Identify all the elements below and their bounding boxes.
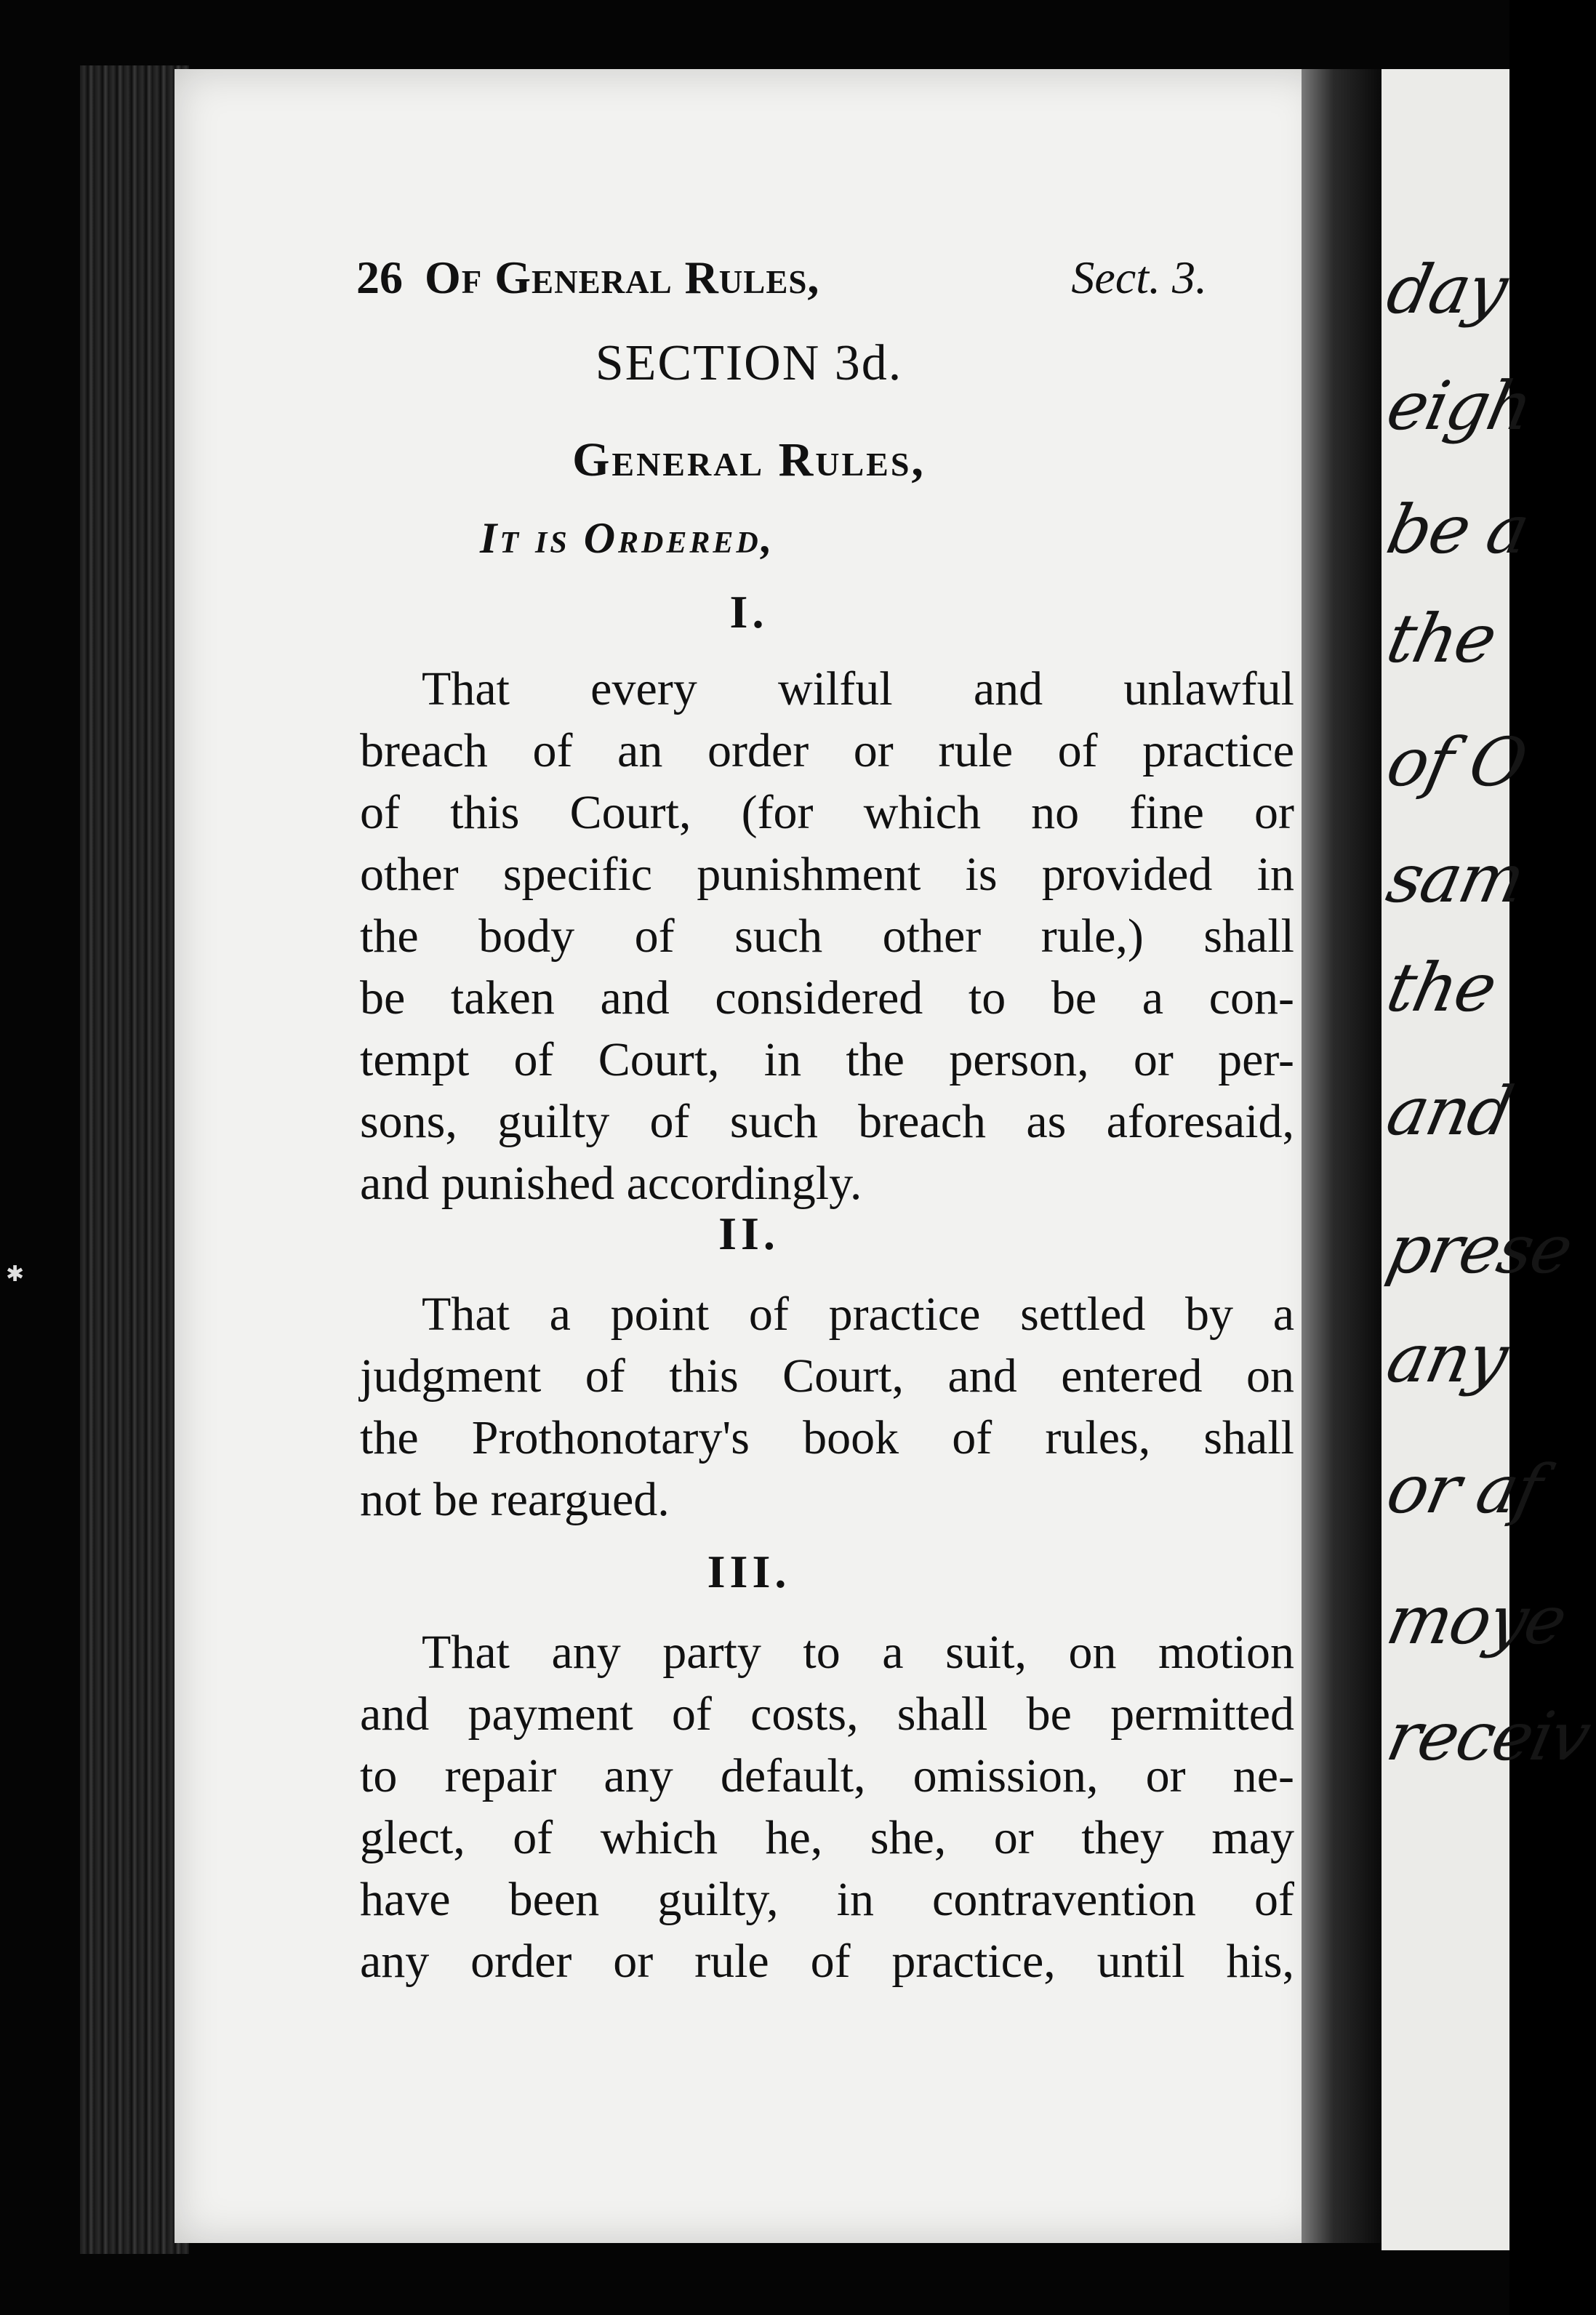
- text-line: the Prothonotary's book of rules, shall: [360, 1411, 1294, 1464]
- text-line: tempt of Court, in the person, or per-: [360, 1033, 1294, 1086]
- handwritten-word: prese: [1380, 1211, 1579, 1288]
- rule-numeral: II.: [718, 1208, 779, 1259]
- page-edge-stack: [80, 65, 189, 2254]
- text-line: That a point of practice settled by a: [422, 1288, 1294, 1341]
- text-line: judgment of this Court, and entered on: [360, 1349, 1294, 1403]
- handwritten-word: the: [1380, 600, 1503, 678]
- handwritten-word: day: [1380, 251, 1514, 329]
- text-line: to repair any default, omission, or ne-: [360, 1749, 1294, 1802]
- text-line: any order or rule of practice, until his,: [360, 1935, 1294, 1988]
- gutter-shadow: [1302, 69, 1382, 2243]
- text-line: be taken and considered to be a con-: [360, 971, 1294, 1024]
- handwritten-word: sam: [1380, 840, 1531, 918]
- text-line: not be reargued.: [360, 1473, 670, 1526]
- handwritten-word: be a: [1380, 491, 1535, 569]
- text-line: glect, of which he, she, or they may: [360, 1811, 1294, 1864]
- section-heading: SECTION 3d.: [595, 335, 903, 391]
- handwritten-word: eigh: [1380, 367, 1539, 445]
- running-head: [356, 254, 1222, 313]
- text-line: other specific punishment is provided in: [360, 848, 1294, 901]
- rule-numeral: III.: [707, 1546, 791, 1597]
- text-line: That every wilful and unlawful: [422, 662, 1294, 715]
- speck-mark: ✱: [6, 1261, 25, 1287]
- subheading: General Rules,: [572, 433, 926, 486]
- text-line: and punished accordingly.: [360, 1157, 862, 1210]
- handwritten-word: the: [1380, 949, 1503, 1027]
- handwritten-word: moye: [1380, 1581, 1573, 1659]
- text-line: That any party to a suit, on motion: [422, 1626, 1294, 1679]
- page-number: 26: [356, 252, 403, 303]
- running-head-title: Of General Rules,: [425, 252, 820, 303]
- handwritten-word: or af: [1380, 1451, 1548, 1528]
- ordered-line: It is Ordered,: [480, 514, 775, 562]
- text-line: the body of such other rule,) shall: [360, 910, 1294, 963]
- text-line: breach of an order or rule of practice: [360, 724, 1294, 777]
- handwritten-word: and: [1380, 1072, 1519, 1150]
- handwritten-word: receiv: [1380, 1698, 1596, 1776]
- handwritten-word: of O: [1380, 723, 1533, 801]
- facing-handwritten-page: [1380, 69, 1596, 2250]
- handwritten-word: any: [1380, 1320, 1514, 1397]
- rule-numeral: I.: [729, 586, 769, 638]
- text-line: and payment of costs, shall be permitted: [360, 1688, 1294, 1741]
- text-line: have been guilty, in contravention of: [360, 1873, 1294, 1926]
- text-line: of this Court, (for which no fine or: [360, 786, 1294, 839]
- running-head-section: Sect. 3.: [1071, 252, 1207, 303]
- text-line: sons, guilty of such breach as aforesaid,: [360, 1095, 1294, 1148]
